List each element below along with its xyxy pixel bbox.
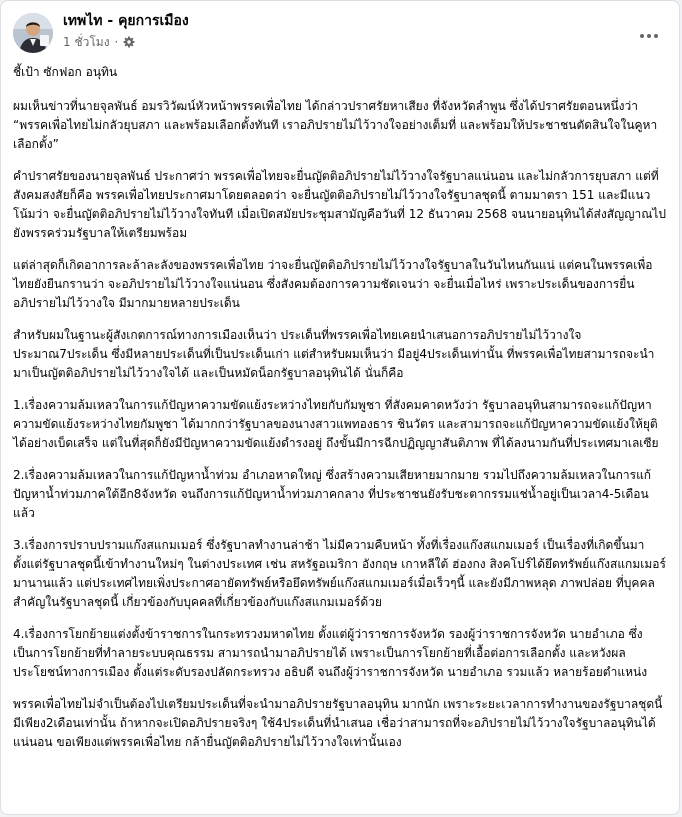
meta-separator: ·	[114, 35, 119, 49]
post-timestamp[interactable]: 1 ชั่วโมง	[63, 35, 110, 49]
post-meta	[63, 34, 135, 50]
post-paragraph: 1.เรื่องความล้มเหลวในการแก้ปัญหาความขัดแย้งระหว่างไทยกับกัมพูชา ที่สังคมคาดหวังว่า รัฐบาลอนุทินสามารถจะแก้ปัญหาความขัดแย้งระหว่างไทยกัมพูชา ได้มากกว่ารัฐบาลของนางสาวแพทองธาร ชินวัตร และสามารถจะแก้ปัญหาความขัดแย้งให้ยุติได้อย่างเบ็ดเสร็จ แต่ในที่สุดก็ยังมีปัญหาความขัดแย้งดำรงอยู่ ถึงขั้นมีการฉีกปฏิญญาสันติภาพ ที่ได้ลงนามกันที่ประเทศมาเลเซีย	[13, 398, 659, 450]
post-paragraph: สำหรับผมในฐานะผู้สังเกตการณ์ทางการเมืองเห็นว่า ประเด็นที่พรรคเพื่อไทยเคยนำเสนอการอภิปรายไม่ไว้วางใจประมาณ7ประเด็น ซึ่งมีหลายประเด็นที่เป็นประเด็นเก่า แต่สำหรับผมเห็นว่า มีอยู่4ประเด็นเท่านั้น ที่พรรคเพื่อไทยสามารถจะนำมาเป็นญัตติอภิปรายไม่ไว้วางใจได้ และเป็นหมัดน็อกรัฐบาลอนุทินได้ นั่นก็คือ	[13, 328, 655, 380]
avatar-image	[13, 13, 53, 53]
more-options-button[interactable]	[631, 15, 667, 51]
gear-icon[interactable]	[123, 36, 135, 48]
post-paragraph: พรรคเพื่อไทยไม่จำเป็นต้องไปเตรียมประเด็นที่จะนำมาอภิปรายรัฐบาลอนุทิน มากนัก เพราะระยะเวลาการทำงานของรัฐบาลชุดนี้มีเพียง2เดือนเท่านั้น ถ้าหากจะเปิดอภิปรายจริงๆ ใช้4ประเด็นที่นำเสนอ เชื่อว่าสามารถที่จะอภิปรายไม่ไว้วางใจรัฐบาลอนุทินได้แน่นอน ขอเพียงแต่พรรคเพื่อไทย กล้ายื่นญัตติอภิปรายไม่ไว้วางใจเท่านั้นเอง	[13, 697, 663, 749]
more-dots-icon	[639, 24, 659, 43]
post-paragraph: แต่ล่าสุดก็เกิดอาการละล้าละลังของพรรคเพื่อไทย ว่าจะยื่นญัตติอภิปรายไม่ไว้วางใจรัฐบาลในวันไหนกันแน่ แต่คนในพรรคเพื่อไทยยังยืนกรานว่า จะอภิปรายไม่ไว้วางใจแน่นอน ซึ่งสังคมต้องการความชัดเจนว่า จะยื่นเมื่อไหร่ เพราะประเด็นของการยื่นอภิปรายไม่ไว้วางใจ มีมากมายหลายประเด็น	[13, 258, 653, 310]
post-paragraph: ผมเห็นข่าวที่นายจุลพันธ์ อมรวิวัฒน์หัวหน้าพรรคเพื่อไทย ได้กล่าวปราศรัยหาเสียง ที่จังหวัดลำพูน ซึ่งได้ปราศรัยตอนหนึ่งว่า “พรรคเพื่อไทยไม่กลัวยุบสภา และพร้อมเลือกตั้งทันที เราอภิปรายไม่ไว้วางใจอย่างเต็มที่ และพร้อมให้ประชาชนตัดสินใจในคูหาเลือกตั้ง”	[13, 99, 658, 151]
post-paragraph: 3.เรื่องการปราบปรามแก๊งสแกมเมอร์ ซึ่งรัฐบาลทำงานล่าช้า ไม่มีความคืบหน้า ทั้งที่เรื่องแก๊งสแกมเมอร์ เป็นเรื่องที่เกิดขึ้นมาตั้งแต่รัฐบาลชุดนี้เข้าทำงานใหม่ๆ ในต่างประเทศ เช่น สหรัฐอเมริกา อังกฤษ เกาหลีใต้ ฮ่องกง สิงคโปร์ได้ยึดทรัพย์แก๊งสแกมเมอร์มานานแล้ว แต่ประเทศไทยเพิ่งประกาศอายัดทรัพย์หรือยึดทรัพย์แก๊งสแกมเมอร์เมื่อเร็วๆนี้ และยังมีภาพหลุด ภาพปล่อย ที่บุคคลสำคัญในรัฐบาลชุดนี้ เกี่ยวข้องกับบุคคลที่เกี่ยวข้องกับแก๊งสแกมเมอร์ด้วย	[13, 538, 666, 609]
post-header	[1, 1, 679, 63]
post-paragraph: 4.เรื่องการโยกย้ายแต่งตั้งข้าราชการในกระทรวงมหาดไทย ตั้งแต่ผู้ว่าราชการจังหวัด รองผู้ว่าราชการจังหวัด นายอำเภอ ซึ่งเป็นการโยกย้ายที่ทำลายระบบคุณธรรม สามารถนำมาอภิปรายได้ เพราะเป็นการโยกย้ายที่เอื้อต่อการเลือกตั้ง และหวังผลประโยชน์ทางการเมือง ตั้งแต่ระดับรองปลัดกระทรวง อธิบดี จนถึงผู้ว่าราชการจังหวัด นายอำเภอ รวมแล้ว หลายร้อยตำแหน่ง	[13, 627, 648, 679]
author-name[interactable]: เทพไท - คุยการเมือง	[63, 13, 189, 29]
post-headline: ชี้เป้า ซักฟอก อนุทิน	[13, 65, 118, 79]
post-paragraph: คำปราศรัยของนายจุลพันธ์ ประกาศว่า พรรคเพื่อไทยจะยื่นญัตติอภิปรายไม่ไว้วางใจรัฐบาลแน่นอน และไม่กลัวการยุบสภา แต่ที่สังคมสงสัยก็คือ พรรคเพื่อไทยประกาศมาโดยตลอดว่า จะยื่นญัตติอภิปรายไม่ไว้วางใจรัฐบาลชุดนี้ ตามมาตรา 151 และมีแนวโน้มว่า จะยื่นญัตติอภิปรายไม่ไว้วางใจทันที เมื่อเปิดสมัยประชุมสามัญคือวันที่ 12 ธันวาคม 2568 จนนายอนุทินได้ส่งสัญญาณไปยังพรรคร่วมรัฐบาลให้เตรียมพร้อม	[13, 169, 666, 240]
author-avatar[interactable]	[13, 13, 53, 53]
post-body	[13, 63, 669, 765]
post-paragraph: 2.เรื่องความล้มเหลวในการแก้ปัญหาน้ำท่วม อำเภอหาดใหญ่ ซึ่งสร้างความเสียหายมากมาย รวมไปถึงความล้มเหลวในการแก้ปัญหาน้ำท่วมภาคใต้อีก8จังหวัด จนถึงการแก้ปัญหาน้ำท่วมภาคกลาง ที่ประชาชนยังรับชะตากรรมแช่น้ำอยู่เป็นเวลา4-5เดือนแล้ว	[13, 468, 652, 520]
